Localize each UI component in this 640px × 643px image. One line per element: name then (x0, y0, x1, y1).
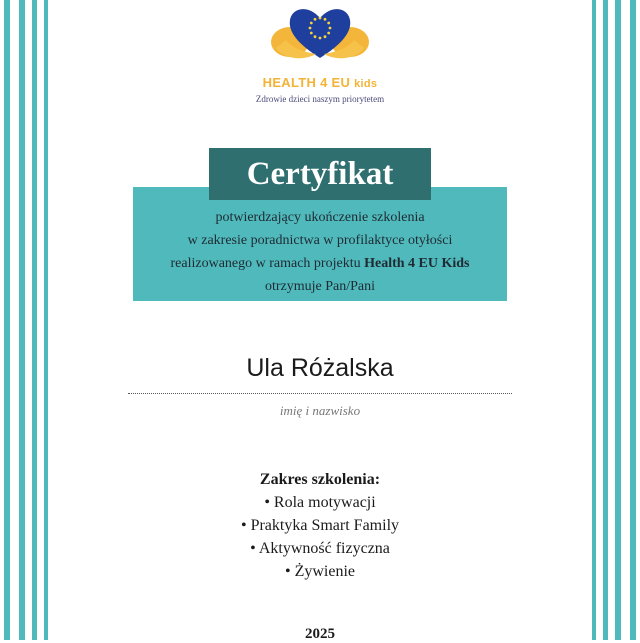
certificate-line-4: otrzymuje Pan/Pani (264, 279, 376, 294)
training-scope-list (0, 491, 640, 583)
brand-tagline: Zdrowie dzieci naszym priorytetem (255, 94, 385, 104)
heart-eu-stars-icon (268, 2, 372, 66)
recipient-name: Ula Różalska (246, 354, 394, 382)
training-item: • Aktywność fizyczna (250, 540, 390, 557)
training-item: • Praktyka Smart Family (240, 517, 400, 534)
training-scope-title: Zakres szkolenia: (259, 471, 381, 488)
certificate-line-3-prefix: realizowanego w ramach projektu (170, 256, 365, 271)
brand-main: HEALTH 4 EU (262, 75, 351, 90)
brand-name (0, 75, 640, 90)
name-dotted-line (128, 393, 512, 394)
certificate-line-2: w zakresie poradnictwa w profilaktyce otyłości (187, 233, 453, 248)
certificate-year: 2025 (305, 626, 335, 642)
certificate-line-1: potwierdzający ukończenie szkolenia (215, 210, 425, 225)
training-scope (0, 469, 640, 583)
recipient-name-caption: imię i nazwisko (279, 403, 361, 418)
certificate-title: Certyfikat (209, 148, 431, 200)
certificate-text (133, 206, 507, 298)
training-item: • Żywienie (284, 563, 356, 580)
brand-small: kids (354, 78, 378, 90)
certificate-line-3 (133, 252, 507, 275)
training-item: • Rola motywacji (264, 494, 376, 511)
project-name: Health 4 EU Kids (364, 256, 470, 271)
